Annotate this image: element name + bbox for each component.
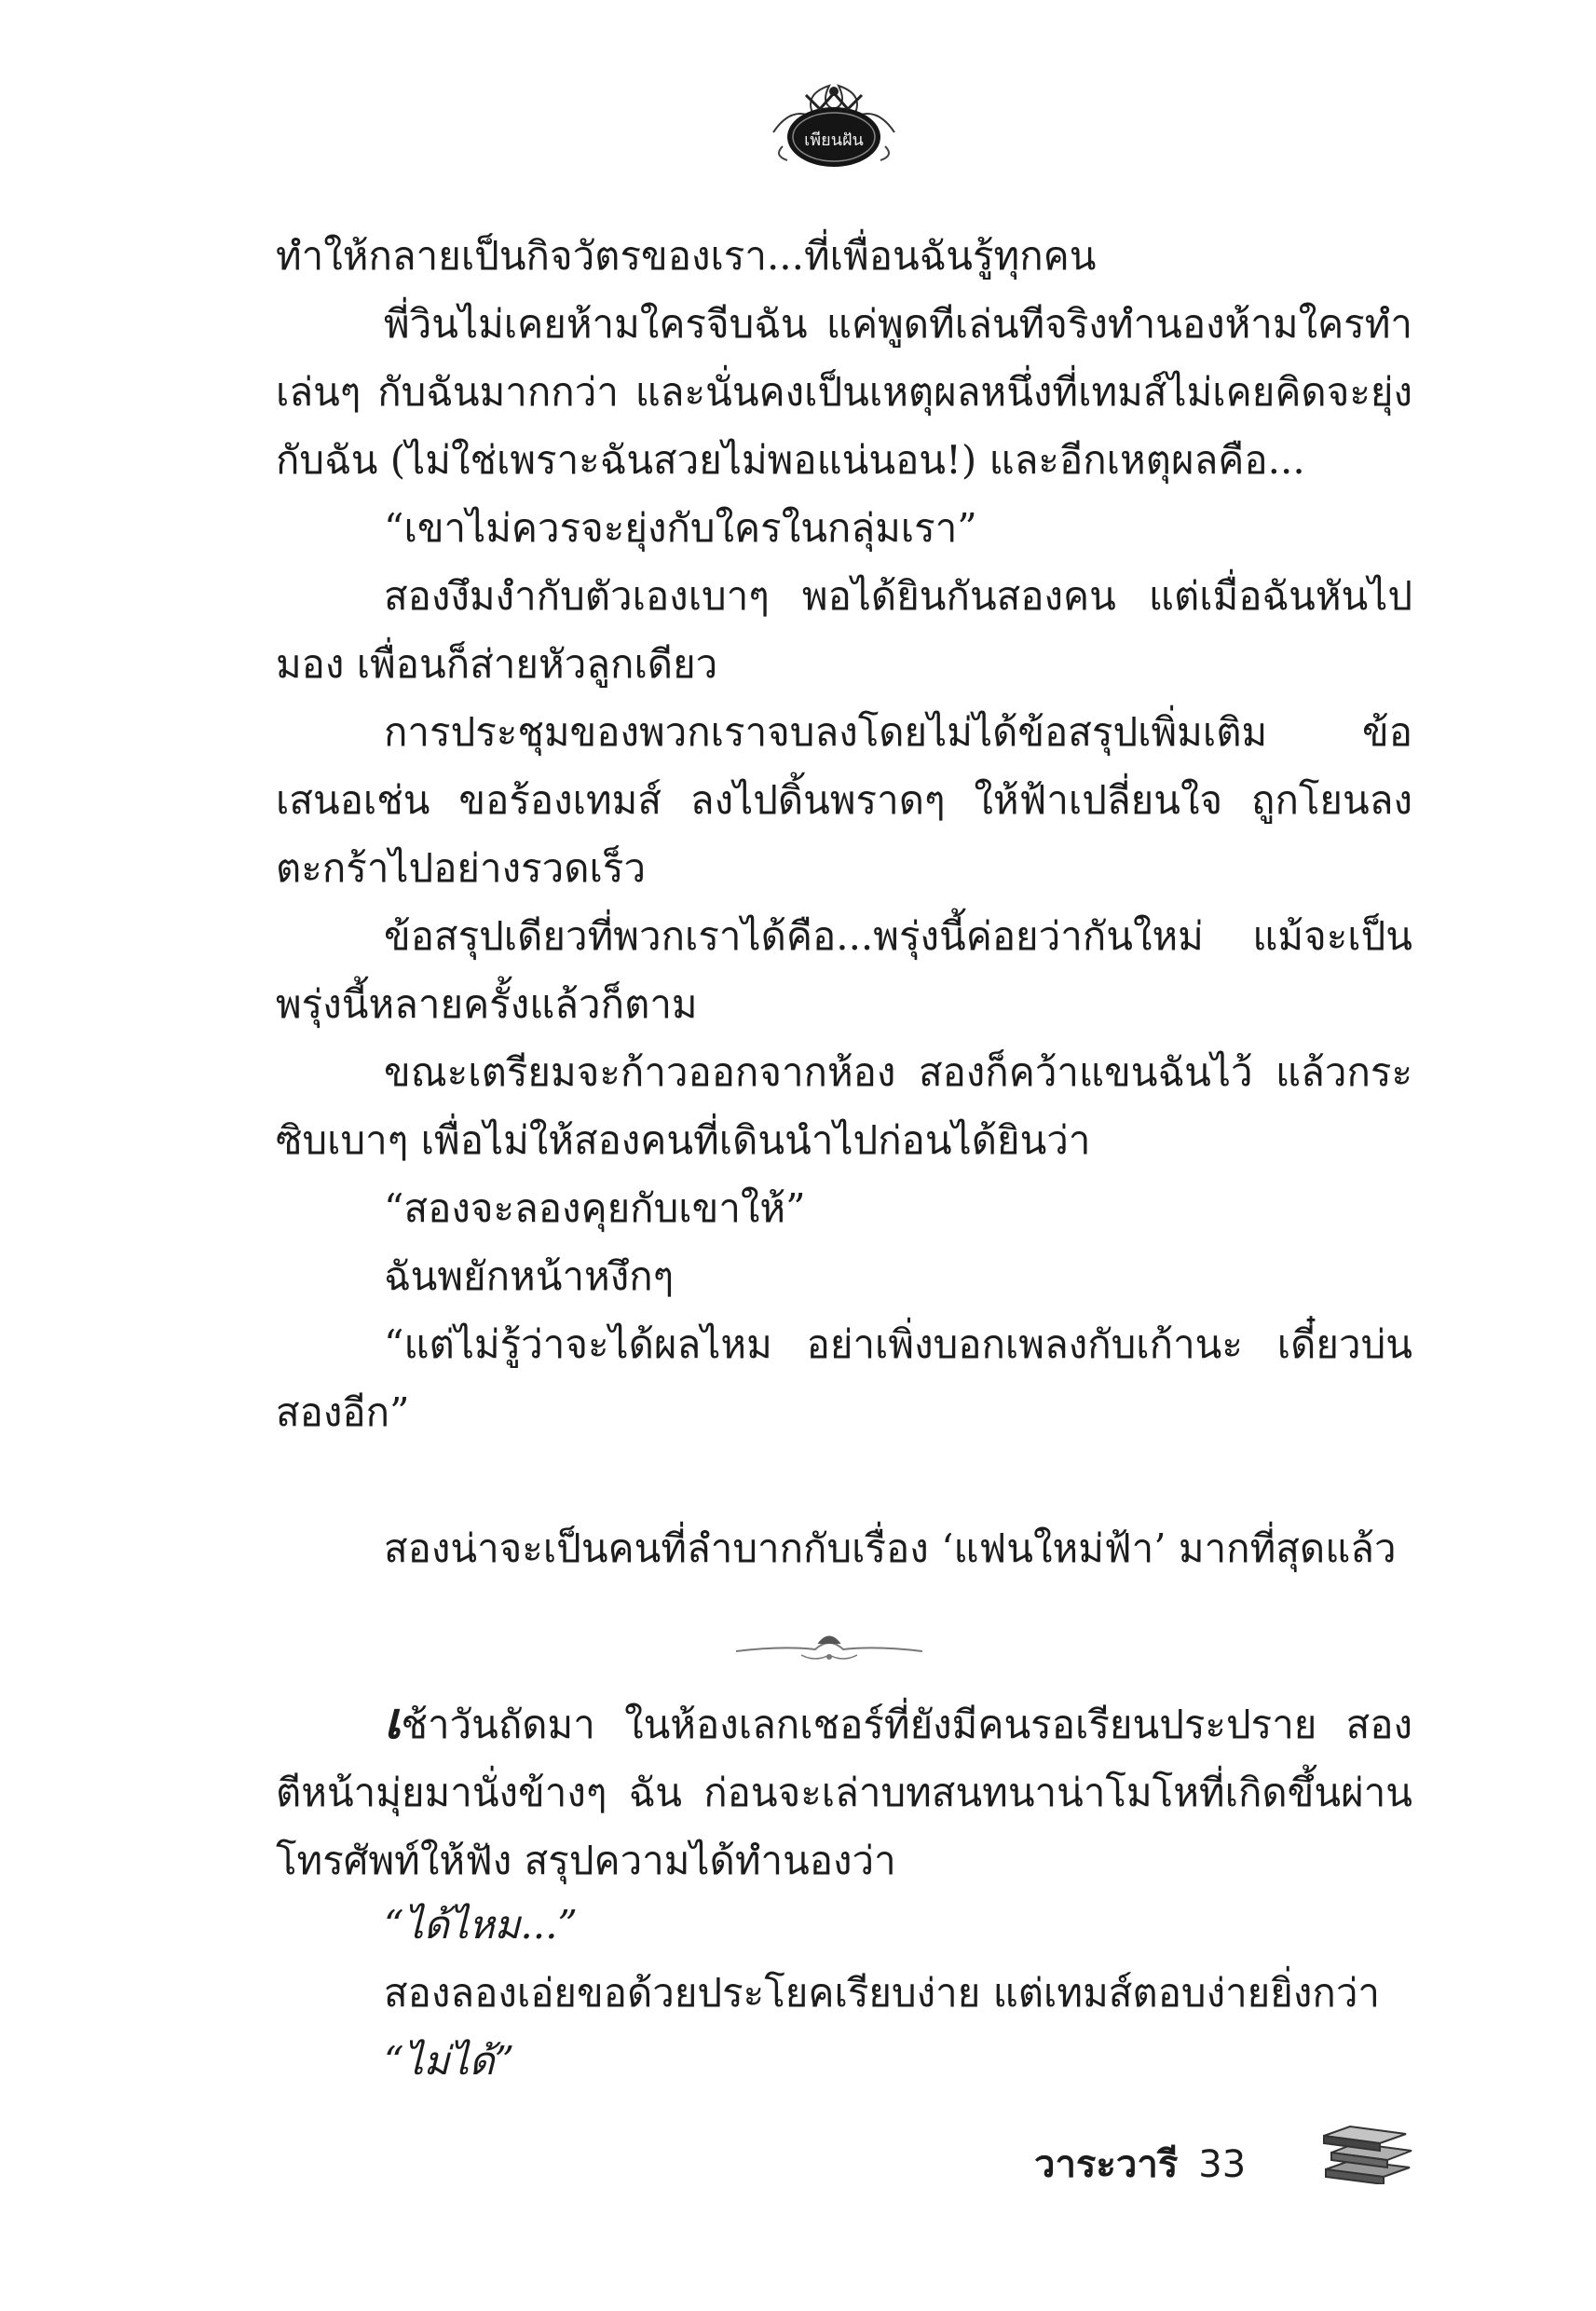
paragraph-10: “แต่ไม่รู้ว่าจะได้ผลไหม อย่าเพิ่งบอกเพลงกับเก้านะ เดี๋ยวบ่นสองอีก” [276, 1321, 1412, 1435]
paragraph-6: ข้อสรุปเดียวที่พวกเราได้คือ...พรุ่งนี้ค่อยว่ากันใหม่ แม้จะเป็นพรุ่งนี้หลายครั้งแล้วก็ตาม [276, 913, 1412, 1027]
section-2-opening-text: ช้าวันถัดมา ในห้องเลกเชอร์ที่ยังมีคนรอเรียนประปราย สองตีหน้ามุ่ยมานั่งข้างๆ ฉัน ก่อนจะเล่าบทสนทนาน่าโมโหที่เกิดขึ้นผ่านโทรศัพท์ให้ฟัง สรุปความได้ทำนองว่า [276, 1702, 1412, 1883]
paragraph-4: สองงึมงำกับตัวเองเบาๆ พอได้ยินกันสองคน แต่เมื่อฉันหันไปมอง เพื่อนก็ส่ายหัวลูกเดียว [276, 573, 1412, 687]
stacked-books-icon [1318, 2117, 1416, 2184]
section-2-opening [276, 1687, 1412, 1894]
quote-1: “ได้ไหม...” [384, 1902, 578, 1948]
book-title: วาระวารี [1034, 2143, 1179, 2186]
paragraph-3: “เขาไม่ควรจะยุ่งกับใครในกลุ่มเรา” [384, 505, 977, 551]
drop-cap: เ [384, 1690, 402, 1750]
section-divider-ornament-icon [736, 1631, 922, 1668]
page-number: 33 [1198, 2143, 1247, 2186]
paragraph-9: ฉันพยักหน้าหงึกๆ [384, 1253, 675, 1299]
paragraph-1: ทำให้กลายเป็นกิจวัตรของเรา...ที่เพื่อนฉันรู้ทุกคน [276, 233, 1097, 279]
page-footer [1034, 2134, 1246, 2194]
paragraph-11: สองน่าจะเป็นคนที่ลำบากกับเรื่อง ‘แฟนใหม่ฟ้า’ มากที่สุดแล้ว [384, 1525, 1397, 1571]
crest-logo-icon [764, 67, 904, 174]
paragraph-2: พี่วินไม่เคยห้ามใครจีบฉัน แค่พูดทีเล่นทีจริงทำนองห้ามใครทำเล่นๆ กับฉันมากกว่า และนั่นคงเป็นเหตุผลหนึ่งที่เทมส์ไม่เคยคิดจะยุ่งกับฉัน (ไม่ใช่เพราะฉันสวยไม่พอแน่นอน!) และอีกเหตุผลคือ... [276, 301, 1412, 483]
logo-text: เพียนฝัน [804, 130, 864, 150]
section-2-line-2: สองลองเอ่ยขอด้วยประโยคเรียบง่าย แต่เทมส์ตอบง่ายยิ่งกว่า [384, 1970, 1380, 2016]
paragraph-5: การประชุมของพวกเราจบลงโดยไม่ได้ข้อสรุปเพิ่มเติม ข้อเสนอเช่น ขอร้องเทมส์ ลงไปดิ้นพราดๆ ให้ฟ้าเปลี่ยนใจ ถูกโยนลงตะกร้าไปอย่างรวดเร็ว [276, 709, 1412, 891]
quote-2: “ไม่ได้” [384, 2038, 515, 2084]
paragraph-7: ขณะเตรียมจะก้าวออกจากห้อง สองก็คว้าแขนฉันไว้ แล้วกระซิบเบาๆ เพื่อไม่ให้สองคนที่เดินนำไปก่อนได้ยินว่า [276, 1049, 1412, 1163]
paragraph-8: “สองจะลองคุยกับเขาให้” [384, 1185, 806, 1231]
